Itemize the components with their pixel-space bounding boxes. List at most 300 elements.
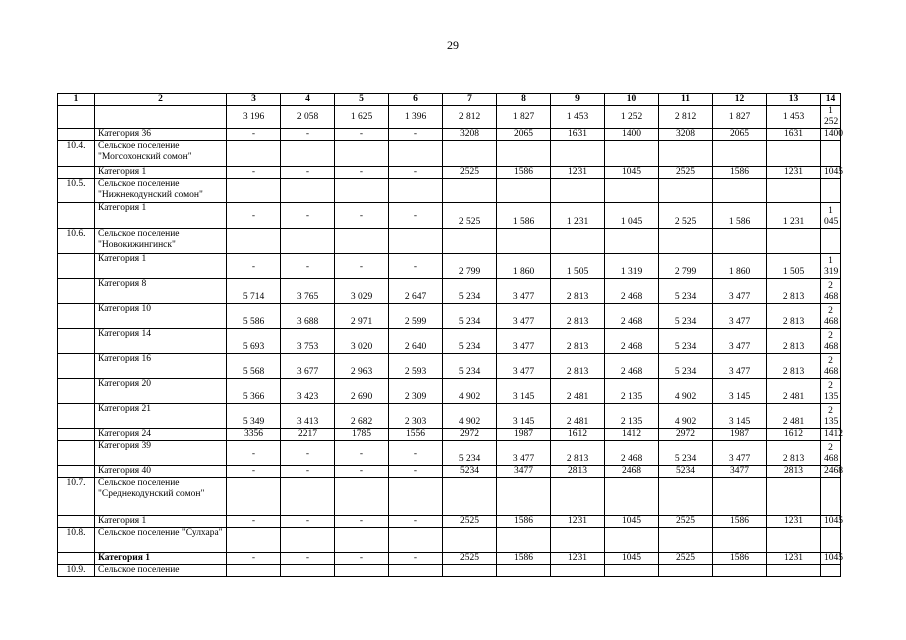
value-cell: - bbox=[281, 129, 335, 141]
value-cell bbox=[227, 565, 281, 577]
value-cell bbox=[335, 229, 389, 254]
value-cell: 4 902 bbox=[659, 379, 713, 404]
row-number: 10.4. bbox=[58, 141, 95, 167]
value-cell: 1 586 bbox=[713, 203, 767, 229]
value-cell: 1 453 bbox=[767, 106, 821, 129]
table-row bbox=[58, 179, 841, 203]
value-cell bbox=[281, 179, 335, 203]
row-number: 10.8. bbox=[58, 528, 95, 553]
value-cell bbox=[281, 528, 335, 553]
table-row bbox=[58, 229, 841, 254]
table-row bbox=[58, 106, 841, 129]
value-cell: 3 477 bbox=[713, 279, 767, 304]
row-label: Категория 1 bbox=[95, 203, 227, 229]
value-cell: 3208 bbox=[443, 129, 497, 141]
value-cell: 1 860 bbox=[497, 254, 551, 279]
value-cell: 1586 bbox=[713, 553, 767, 565]
value-cell bbox=[659, 229, 713, 254]
row-number bbox=[58, 304, 95, 329]
value-cell: 2813 bbox=[551, 466, 605, 478]
value-cell: - bbox=[335, 466, 389, 478]
column-header: 9 bbox=[551, 94, 605, 106]
value-cell: 1612 bbox=[767, 429, 821, 441]
value-cell: 5 234 bbox=[659, 329, 713, 354]
value-cell: 2 481 bbox=[551, 379, 605, 404]
value-cell: 2 813 bbox=[551, 354, 605, 379]
value-cell bbox=[497, 229, 551, 254]
value-cell: 2 468 bbox=[821, 329, 841, 354]
value-cell: - bbox=[335, 254, 389, 279]
value-cell bbox=[605, 478, 659, 516]
value-cell bbox=[767, 141, 821, 167]
value-cell: 3 477 bbox=[497, 304, 551, 329]
value-cell: - bbox=[389, 129, 443, 141]
value-cell bbox=[335, 179, 389, 203]
value-cell: 1045 bbox=[821, 553, 841, 565]
value-cell: 1045 bbox=[605, 516, 659, 528]
data-table bbox=[57, 93, 841, 577]
value-cell bbox=[767, 528, 821, 553]
value-cell: 2 690 bbox=[335, 379, 389, 404]
value-cell bbox=[821, 528, 841, 553]
value-cell: - bbox=[389, 466, 443, 478]
value-cell: 1556 bbox=[389, 429, 443, 441]
value-cell: 3 029 bbox=[335, 279, 389, 304]
value-cell: 1987 bbox=[713, 429, 767, 441]
row-label: Категория 1 bbox=[95, 167, 227, 179]
value-cell: 2 812 bbox=[659, 106, 713, 129]
value-cell: 1 505 bbox=[551, 254, 605, 279]
value-cell bbox=[497, 179, 551, 203]
value-cell bbox=[389, 565, 443, 577]
value-cell: 1045 bbox=[821, 516, 841, 528]
value-cell bbox=[713, 565, 767, 577]
value-cell: 2 481 bbox=[767, 404, 821, 429]
value-cell bbox=[227, 478, 281, 516]
value-cell: 5 234 bbox=[443, 441, 497, 466]
value-cell: 1586 bbox=[713, 516, 767, 528]
row-label: Сельское поселение "Могсохонский сомон" bbox=[95, 141, 227, 167]
value-cell: 2 058 bbox=[281, 106, 335, 129]
row-number bbox=[58, 354, 95, 379]
row-number bbox=[58, 129, 95, 141]
value-cell: 2972 bbox=[659, 429, 713, 441]
row-number bbox=[58, 466, 95, 478]
value-cell: 2217 bbox=[281, 429, 335, 441]
value-cell: 1 396 bbox=[389, 106, 443, 129]
value-cell: 5 234 bbox=[443, 354, 497, 379]
row-number bbox=[58, 516, 95, 528]
row-number: 10.9. bbox=[58, 565, 95, 577]
value-cell: 1 827 bbox=[713, 106, 767, 129]
value-cell: 3 477 bbox=[497, 441, 551, 466]
value-cell bbox=[821, 179, 841, 203]
value-cell bbox=[281, 478, 335, 516]
value-cell: 2 813 bbox=[767, 304, 821, 329]
value-cell: 1400 bbox=[821, 129, 841, 141]
row-label: Категория 39 bbox=[95, 441, 227, 466]
value-cell: - bbox=[389, 203, 443, 229]
value-cell: 1 231 bbox=[767, 203, 821, 229]
value-cell: 2525 bbox=[659, 167, 713, 179]
value-cell: - bbox=[281, 553, 335, 565]
table-row bbox=[58, 478, 841, 516]
value-cell bbox=[713, 141, 767, 167]
row-number bbox=[58, 429, 95, 441]
table-row bbox=[58, 354, 841, 379]
column-header: 6 bbox=[389, 94, 443, 106]
value-cell: 1612 bbox=[551, 429, 605, 441]
row-number bbox=[58, 329, 95, 354]
value-cell: 1 252 bbox=[821, 106, 841, 129]
value-cell bbox=[605, 528, 659, 553]
row-number bbox=[58, 379, 95, 404]
row-label: Категория 40 bbox=[95, 466, 227, 478]
value-cell: 1586 bbox=[497, 553, 551, 565]
value-cell bbox=[605, 565, 659, 577]
value-cell: 2 481 bbox=[767, 379, 821, 404]
value-cell: 2 468 bbox=[605, 441, 659, 466]
value-cell: 3 677 bbox=[281, 354, 335, 379]
value-cell: - bbox=[281, 466, 335, 478]
value-cell: 1412 bbox=[605, 429, 659, 441]
value-cell: 2 799 bbox=[443, 254, 497, 279]
row-label: Сельское поселение "Нижнекодунский сомон" bbox=[95, 179, 227, 203]
value-cell: - bbox=[281, 167, 335, 179]
value-cell: - bbox=[281, 516, 335, 528]
value-cell: - bbox=[335, 516, 389, 528]
row-number: 10.6. bbox=[58, 229, 95, 254]
value-cell: 3 145 bbox=[497, 404, 551, 429]
value-cell bbox=[227, 141, 281, 167]
table-row bbox=[58, 141, 841, 167]
value-cell bbox=[497, 141, 551, 167]
value-cell: 2813 bbox=[767, 466, 821, 478]
column-header: 1 bbox=[58, 94, 95, 106]
value-cell: 5234 bbox=[443, 466, 497, 478]
table-row bbox=[58, 203, 841, 229]
column-header: 5 bbox=[335, 94, 389, 106]
value-cell: 1 625 bbox=[335, 106, 389, 129]
value-cell bbox=[551, 565, 605, 577]
column-header: 8 bbox=[497, 94, 551, 106]
value-cell bbox=[227, 229, 281, 254]
value-cell: 5 234 bbox=[443, 279, 497, 304]
value-cell: 2 468 bbox=[821, 279, 841, 304]
value-cell: 2 640 bbox=[389, 329, 443, 354]
column-header: 10 bbox=[605, 94, 659, 106]
row-label bbox=[95, 106, 227, 129]
value-cell: 2 813 bbox=[767, 441, 821, 466]
value-cell bbox=[551, 229, 605, 254]
value-cell: 1987 bbox=[497, 429, 551, 441]
value-cell: 2 468 bbox=[605, 354, 659, 379]
value-cell: 5 234 bbox=[659, 354, 713, 379]
value-cell: 1 827 bbox=[497, 106, 551, 129]
value-cell bbox=[767, 478, 821, 516]
value-cell bbox=[767, 229, 821, 254]
value-cell: 3356 bbox=[227, 429, 281, 441]
table-row bbox=[58, 129, 841, 141]
value-cell: 2 813 bbox=[551, 304, 605, 329]
value-cell: 2065 bbox=[713, 129, 767, 141]
value-cell: 3 423 bbox=[281, 379, 335, 404]
value-cell: 1045 bbox=[605, 553, 659, 565]
value-cell bbox=[713, 229, 767, 254]
value-cell bbox=[713, 179, 767, 203]
value-cell: 2 468 bbox=[821, 354, 841, 379]
value-cell: 2 135 bbox=[605, 404, 659, 429]
value-cell: - bbox=[227, 167, 281, 179]
row-number bbox=[58, 203, 95, 229]
value-cell: 5 234 bbox=[659, 304, 713, 329]
value-cell bbox=[713, 478, 767, 516]
row-number bbox=[58, 441, 95, 466]
value-cell: - bbox=[389, 254, 443, 279]
value-cell: 2 468 bbox=[821, 441, 841, 466]
value-cell: 5 349 bbox=[227, 404, 281, 429]
value-cell: 2525 bbox=[659, 516, 713, 528]
value-cell: 4 902 bbox=[443, 379, 497, 404]
value-cell: 2525 bbox=[443, 516, 497, 528]
value-cell: 1631 bbox=[551, 129, 605, 141]
table-row bbox=[58, 254, 841, 279]
row-label: Категория 36 bbox=[95, 129, 227, 141]
value-cell: 1231 bbox=[767, 553, 821, 565]
table-row bbox=[58, 279, 841, 304]
row-label: Категория 16 bbox=[95, 354, 227, 379]
value-cell: 3 477 bbox=[497, 279, 551, 304]
value-cell bbox=[821, 141, 841, 167]
value-cell: - bbox=[335, 203, 389, 229]
row-number bbox=[58, 279, 95, 304]
value-cell: 2525 bbox=[659, 553, 713, 565]
value-cell: 5234 bbox=[659, 466, 713, 478]
value-cell bbox=[335, 478, 389, 516]
value-cell: - bbox=[227, 254, 281, 279]
value-cell: 3 020 bbox=[335, 329, 389, 354]
value-cell: 2 135 bbox=[821, 379, 841, 404]
value-cell: 1 319 bbox=[605, 254, 659, 279]
value-cell: 3477 bbox=[497, 466, 551, 478]
value-cell bbox=[389, 179, 443, 203]
value-cell: 1586 bbox=[497, 167, 551, 179]
value-cell: 3 765 bbox=[281, 279, 335, 304]
row-number bbox=[58, 254, 95, 279]
value-cell: - bbox=[389, 441, 443, 466]
value-cell bbox=[443, 565, 497, 577]
value-cell: 2 468 bbox=[821, 304, 841, 329]
value-cell: 2468 bbox=[821, 466, 841, 478]
row-label: Категория 10 bbox=[95, 304, 227, 329]
column-header: 13 bbox=[767, 94, 821, 106]
value-cell: 1 231 bbox=[551, 203, 605, 229]
value-cell bbox=[443, 179, 497, 203]
value-cell bbox=[551, 528, 605, 553]
header-row bbox=[58, 94, 841, 106]
column-header: 12 bbox=[713, 94, 767, 106]
value-cell: 3 477 bbox=[713, 441, 767, 466]
value-cell: 2525 bbox=[443, 553, 497, 565]
value-cell: 2972 bbox=[443, 429, 497, 441]
value-cell: 2 468 bbox=[605, 329, 659, 354]
value-cell bbox=[659, 478, 713, 516]
row-label: Категория 1 bbox=[95, 553, 227, 565]
value-cell: 5 586 bbox=[227, 304, 281, 329]
column-header: 3 bbox=[227, 94, 281, 106]
value-cell: 2 525 bbox=[659, 203, 713, 229]
value-cell bbox=[443, 141, 497, 167]
value-cell: - bbox=[389, 553, 443, 565]
value-cell: 4 902 bbox=[659, 404, 713, 429]
value-cell: 2 963 bbox=[335, 354, 389, 379]
table-row bbox=[58, 429, 841, 441]
table-row bbox=[58, 304, 841, 329]
value-cell: 4 902 bbox=[443, 404, 497, 429]
value-cell: 1 505 bbox=[767, 254, 821, 279]
value-cell: 2065 bbox=[497, 129, 551, 141]
value-cell: 5 714 bbox=[227, 279, 281, 304]
row-number bbox=[58, 167, 95, 179]
column-header: 2 bbox=[95, 94, 227, 106]
row-label: Сельское поселение "Среднекодунский сомон" bbox=[95, 478, 227, 516]
value-cell: 2 813 bbox=[551, 329, 605, 354]
value-cell: - bbox=[227, 203, 281, 229]
value-cell bbox=[605, 229, 659, 254]
value-cell: 3 477 bbox=[713, 354, 767, 379]
value-cell bbox=[767, 179, 821, 203]
row-label: Категория 14 bbox=[95, 329, 227, 354]
column-header: 7 bbox=[443, 94, 497, 106]
value-cell bbox=[821, 565, 841, 577]
value-cell bbox=[551, 141, 605, 167]
value-cell: 1231 bbox=[551, 516, 605, 528]
value-cell: 3 145 bbox=[713, 404, 767, 429]
value-cell bbox=[443, 528, 497, 553]
value-cell: 2 593 bbox=[389, 354, 443, 379]
value-cell: 2 468 bbox=[605, 304, 659, 329]
row-label: Категория 1 bbox=[95, 254, 227, 279]
value-cell: 1231 bbox=[551, 167, 605, 179]
value-cell bbox=[821, 229, 841, 254]
value-cell: - bbox=[335, 167, 389, 179]
value-cell: 2 812 bbox=[443, 106, 497, 129]
value-cell bbox=[335, 565, 389, 577]
row-number bbox=[58, 553, 95, 565]
value-cell: 2 525 bbox=[443, 203, 497, 229]
value-cell: 1 586 bbox=[497, 203, 551, 229]
value-cell bbox=[497, 478, 551, 516]
value-cell: - bbox=[281, 441, 335, 466]
value-cell: 1 319 bbox=[821, 254, 841, 279]
value-cell: 1231 bbox=[767, 167, 821, 179]
value-cell: 3477 bbox=[713, 466, 767, 478]
value-cell: 2 799 bbox=[659, 254, 713, 279]
value-cell bbox=[767, 565, 821, 577]
value-cell bbox=[497, 528, 551, 553]
value-cell: 3 688 bbox=[281, 304, 335, 329]
value-cell: 2 813 bbox=[551, 441, 605, 466]
value-cell: 1412 bbox=[821, 429, 841, 441]
value-cell: - bbox=[227, 129, 281, 141]
value-cell: 3 196 bbox=[227, 106, 281, 129]
value-cell: - bbox=[227, 466, 281, 478]
value-cell: - bbox=[227, 441, 281, 466]
value-cell bbox=[605, 141, 659, 167]
value-cell: 1 045 bbox=[605, 203, 659, 229]
table-row bbox=[58, 379, 841, 404]
value-cell bbox=[659, 565, 713, 577]
value-cell bbox=[389, 229, 443, 254]
value-cell: 3 145 bbox=[497, 379, 551, 404]
value-cell: 2 813 bbox=[551, 279, 605, 304]
value-cell: 3 477 bbox=[497, 354, 551, 379]
value-cell bbox=[389, 528, 443, 553]
value-cell: 1 860 bbox=[713, 254, 767, 279]
value-cell: 1785 bbox=[335, 429, 389, 441]
value-cell bbox=[227, 528, 281, 553]
table-row bbox=[58, 516, 841, 528]
value-cell: 3 145 bbox=[713, 379, 767, 404]
value-cell: 2 303 bbox=[389, 404, 443, 429]
value-cell: 3 477 bbox=[713, 304, 767, 329]
row-label: Категория 8 bbox=[95, 279, 227, 304]
value-cell: 2 481 bbox=[551, 404, 605, 429]
row-number: 10.7. bbox=[58, 478, 95, 516]
value-cell: 2 682 bbox=[335, 404, 389, 429]
table-row bbox=[58, 528, 841, 553]
value-cell bbox=[713, 528, 767, 553]
value-cell bbox=[281, 229, 335, 254]
value-cell: - bbox=[227, 516, 281, 528]
value-cell: 1 252 bbox=[605, 106, 659, 129]
row-label: Категория 21 bbox=[95, 404, 227, 429]
value-cell: - bbox=[281, 203, 335, 229]
value-cell: 2 468 bbox=[605, 279, 659, 304]
value-cell: 3 477 bbox=[497, 329, 551, 354]
value-cell bbox=[497, 565, 551, 577]
value-cell bbox=[281, 141, 335, 167]
value-cell bbox=[551, 179, 605, 203]
table-row bbox=[58, 441, 841, 466]
value-cell: 5 234 bbox=[659, 279, 713, 304]
value-cell: 2 813 bbox=[767, 354, 821, 379]
value-cell: 1 453 bbox=[551, 106, 605, 129]
value-cell bbox=[443, 478, 497, 516]
value-cell: - bbox=[335, 553, 389, 565]
value-cell: 3 413 bbox=[281, 404, 335, 429]
column-header: 4 bbox=[281, 94, 335, 106]
value-cell: 3 753 bbox=[281, 329, 335, 354]
value-cell: 2 813 bbox=[767, 329, 821, 354]
table-row bbox=[58, 167, 841, 179]
value-cell: 1045 bbox=[821, 167, 841, 179]
row-label: Сельское поселение "Новокижингинск" bbox=[95, 229, 227, 254]
value-cell: - bbox=[389, 516, 443, 528]
value-cell bbox=[443, 229, 497, 254]
value-cell: 2 135 bbox=[821, 404, 841, 429]
value-cell bbox=[389, 478, 443, 516]
value-cell: 1586 bbox=[713, 167, 767, 179]
value-cell: 5 234 bbox=[443, 304, 497, 329]
value-cell: 2 647 bbox=[389, 279, 443, 304]
row-label: Категория 24 bbox=[95, 429, 227, 441]
value-cell: 5 568 bbox=[227, 354, 281, 379]
value-cell bbox=[389, 141, 443, 167]
table-row bbox=[58, 565, 841, 577]
value-cell: 1 045 bbox=[821, 203, 841, 229]
value-cell: 1231 bbox=[767, 516, 821, 528]
